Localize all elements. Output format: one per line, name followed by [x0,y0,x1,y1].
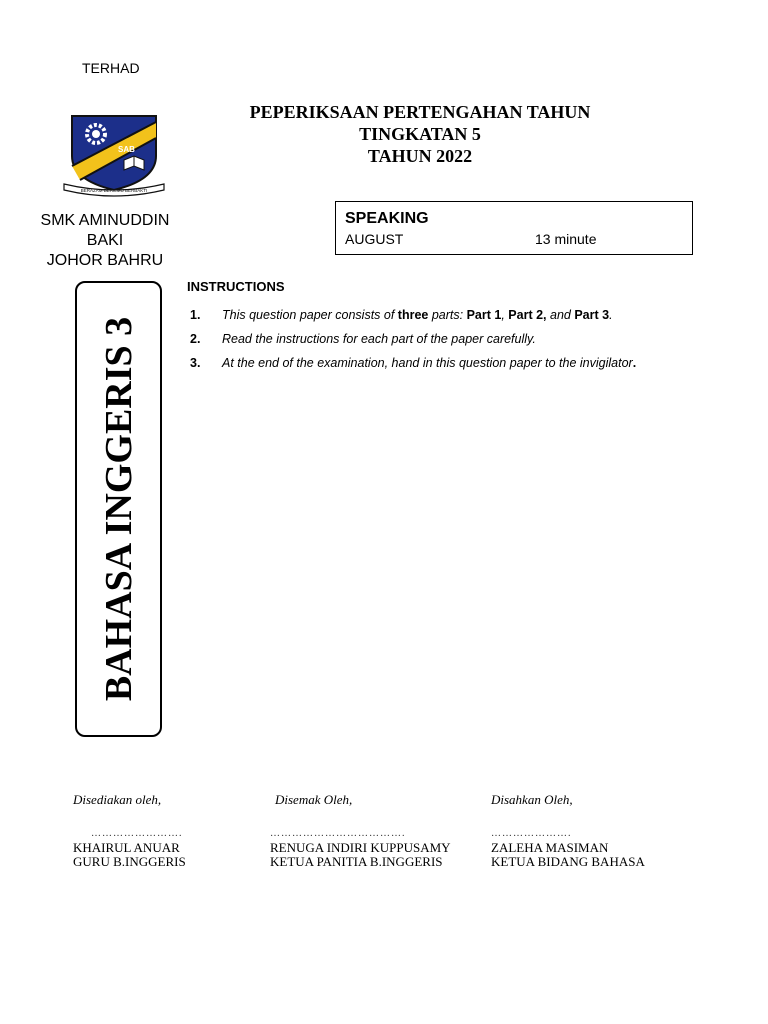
signature-prepared-by [73,792,273,872]
instructions-list [190,308,730,380]
paper-duration: 13 minute [535,231,597,247]
svg-text:SAB: SAB [118,145,135,154]
signature-title: KETUA BIDANG BAHASA [491,854,645,869]
signature-approved-by [491,792,691,872]
exam-title [180,101,660,167]
paper-month: AUGUST [345,231,404,247]
signature-role: Disahkan Oleh, [491,792,573,807]
instruction-item [190,332,730,356]
exam-title-line: TINGKATAN 5 [359,124,481,144]
subject-side-panel [75,281,162,737]
instruction-number: 1. [190,308,201,322]
instruction-text: This question paper consists of three parts: Part 1, Part 2, and Part 3. [222,308,613,322]
school-crest-icon [58,100,170,198]
instruction-text: Read the instructions for each part of the paper carefully. [222,332,536,346]
signature-name-block [270,841,451,869]
signature-role: Disemak Oleh, [275,792,353,807]
signature-line: …………………. [491,828,572,839]
signature-name: RENUGA INDIRI KUPPUSAMY [270,840,451,855]
signature-name: KHAIRUL ANUAR [73,840,180,855]
signature-line: ………………………………. [270,828,406,839]
signature-title: GURU B.INGGERIS [73,854,186,869]
school-name-line: SMK AMINUDDIN [40,212,170,229]
instruction-number: 2. [190,332,201,346]
crest-motto: BERAZAM BERILMU BERBAKTI [80,188,148,193]
paper-info-box [335,201,693,255]
signature-name-block [73,841,186,869]
school-name-line: JOHOR BAHRU [46,252,164,269]
paper-subject: SPEAKING [345,210,429,227]
instruction-item [190,308,730,332]
instruction-text: At the end of the examination, hand in this question paper to the invigilator. [222,356,637,370]
subject-side-label: BAHASA INGGERIS 3 [97,316,140,702]
exam-title-line: TAHUN 2022 [367,146,473,166]
signature-role: Disediakan oleh, [73,792,162,807]
signature-name-block [491,841,645,869]
exam-title-line: PEPERIKSAAN PERTENGAHAN TAHUN [249,102,591,122]
instruction-item [190,356,730,380]
signature-checked-by [270,792,470,872]
instruction-number: 3. [190,356,201,370]
classification-label: TERHAD [82,60,140,76]
signature-line: ……………………. [91,828,183,839]
school-name [30,211,180,271]
signature-title: KETUA PANITIA B.INGGERIS [270,854,443,869]
signature-name: ZALEHA MASIMAN [491,840,609,855]
school-name-line: BAKI [86,232,124,249]
instructions-heading: INSTRUCTIONS [187,279,285,294]
